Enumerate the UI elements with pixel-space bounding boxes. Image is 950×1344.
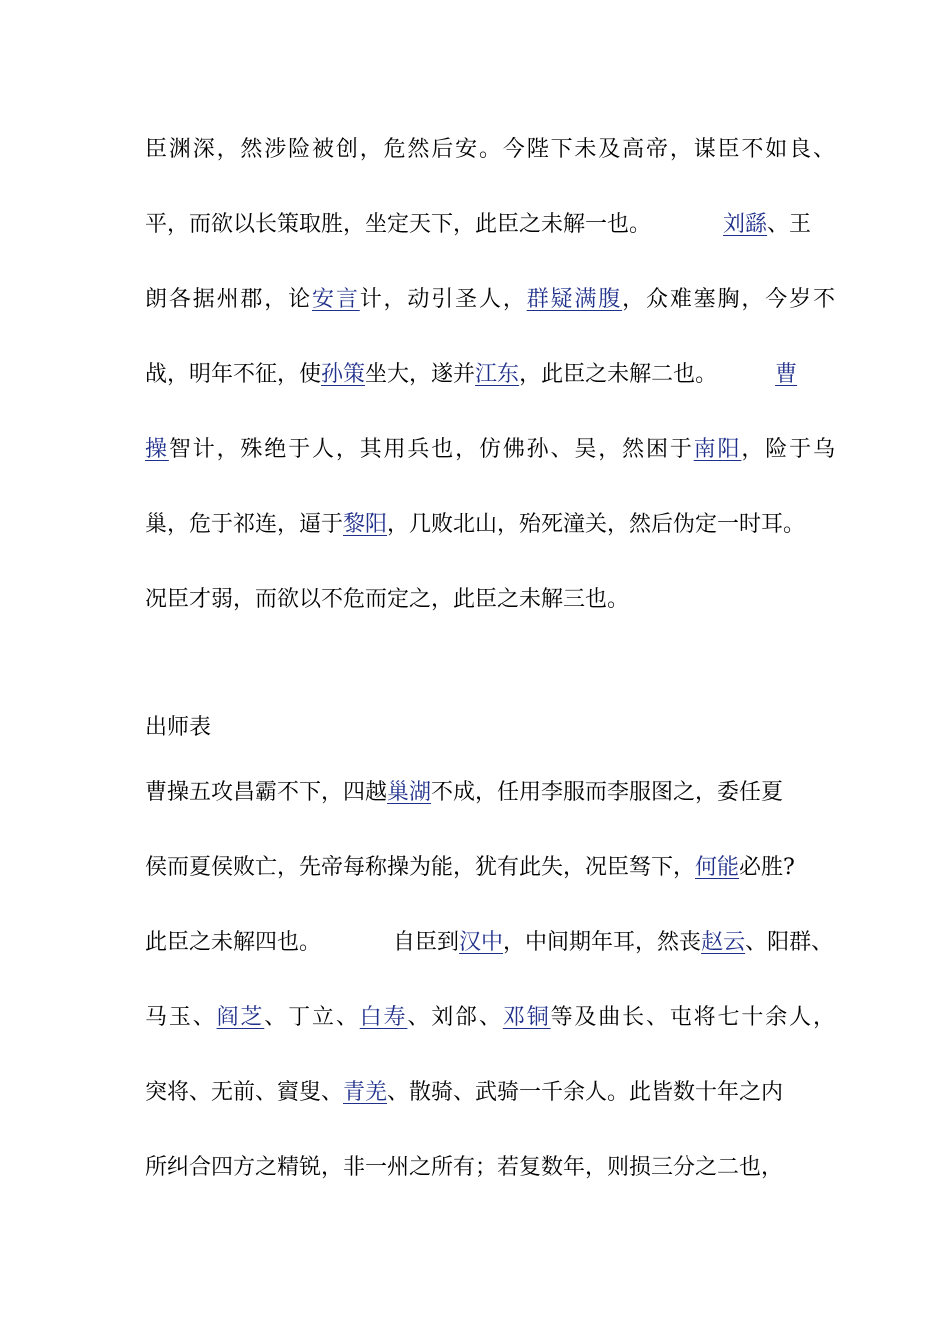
text-run: 、王 [767,212,812,237]
paragraph-line [145,1148,835,1188]
link-li-yang[interactable]: 黎阳 [343,512,388,537]
text-run: 不成，任用李服而李服图之，委任夏 [431,780,784,805]
text-run: ，险于乌 [741,437,835,462]
paragraph-line [145,355,835,395]
paragraph-line [145,130,835,170]
link-yan-zhi[interactable]: 阎芝 [216,1005,265,1030]
text-run: 平，而欲以长策取胜，坐定天下，此臣之未解一也。 [145,212,652,237]
text-run: 、阳群、 [745,930,834,955]
text-run: 突将、无前、賨叟、 [145,1080,344,1105]
link-sun-ce[interactable]: 孙策 [321,362,366,387]
link-deng-tong[interactable]: 邓铜 [502,1005,551,1030]
link-bai-shou[interactable]: 白寿 [359,1005,408,1030]
link-an-yan[interactable]: 安言 [311,287,360,312]
text-run: 战，明年不征，使 [145,362,322,387]
text-run: 曹操五攻昌霸不下，四越 [145,780,388,805]
text-run: 必胜? [739,855,795,880]
link-han-zhong[interactable]: 汉中 [459,930,504,955]
paragraph-line [145,923,835,963]
link-nan-yang[interactable]: 南阳 [693,437,742,462]
text-run: 自臣到 [393,930,460,955]
text-run: 巢，危于祁连，逼于 [145,512,344,537]
link-qing-qiang[interactable]: 青羌 [343,1080,388,1105]
link-liu-yao[interactable]: 刘繇 [723,212,768,237]
paragraph-line [145,430,835,470]
paragraph-line [145,848,835,888]
text-run: 、散骑、武骑一千余人。此皆数十年之内 [387,1080,784,1105]
text-run: ，几败北山，殆死潼关，然后伪定一时耳。 [387,512,806,537]
link-chao-hu[interactable]: 巢湖 [387,780,432,805]
text-run: 坐大，遂并 [365,362,476,387]
text-run: 此臣之未解四也。 [145,930,322,955]
paragraph-line [145,205,835,245]
text-run: ，中间期年耳，然丧 [503,930,702,955]
section-heading: 出师表 [145,715,212,740]
text-run: 侯而夏侯败亡，先帝每称操为能，犹有此失，况臣驽下， [145,855,696,880]
paragraph-line [145,773,835,813]
paragraph-line [145,1073,835,1113]
link-cao-cao[interactable]: 曹 [775,362,798,387]
link-zhao-yun[interactable]: 赵云 [701,930,746,955]
text-run: 计，动引圣人， [359,287,527,312]
paragraph-line [145,580,835,620]
link-qun-yi-man-fu[interactable]: 群疑满腹 [526,287,623,312]
text-run: 等及曲长、屯将七十余人， [550,1005,835,1030]
text-run: ，此臣之未解二也。 [519,362,718,387]
paragraph-line [145,280,835,320]
link-jiang-dong[interactable]: 江东 [475,362,520,387]
text-run: 朗各据州郡，论 [145,287,312,312]
text-run: 况臣才弱，而欲以不危而定之，此臣之未解三也。 [145,587,630,612]
text-run: 、刘郃、 [407,1005,503,1030]
text-run: 智计，殊绝于人，其用兵也，仿佛孙、吴，然困于 [168,437,694,462]
text-run: 臣渊深，然涉险被创，危然后安。今陛下未及高帝，谋臣不如良、 [145,137,835,162]
paragraph-line [145,998,835,1038]
text-run: 马玉、 [145,1005,217,1030]
link-cao-cao[interactable]: 操 [145,437,169,462]
paragraph-line [145,505,835,545]
text-run: 所纠合四方之精锐，非一州之所有；若复数年，则损三分之二也， [145,1155,784,1180]
text-run: 、丁立、 [264,1005,360,1030]
link-he-neng[interactable]: 何能 [695,855,740,880]
text-run: ，众难塞胸，今岁不 [622,287,835,312]
